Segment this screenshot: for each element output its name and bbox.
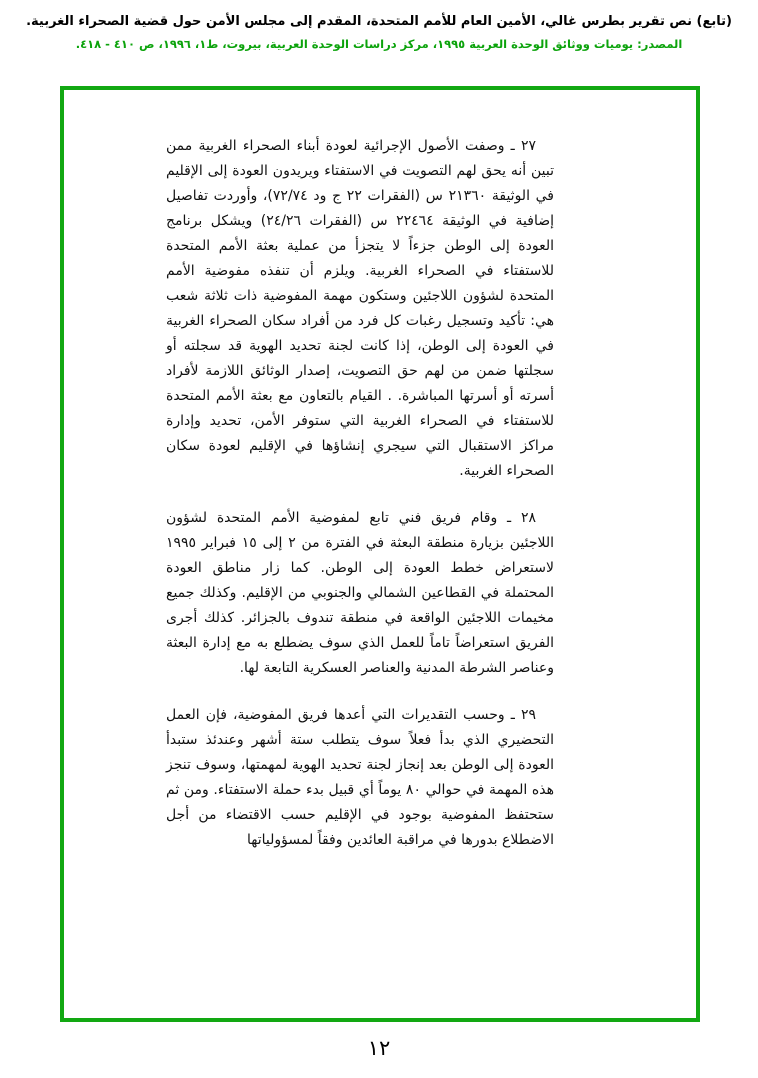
document-header bbox=[0, 0, 758, 54]
paragraph-29: ٢٩ ـ وحسب التقديرات التي أعدها فريق المفوضية، فإن العمل التحضيري الذي بدأ فعلاً سوف يتطلب ستة أشهر وعندئذ ستبدأ العودة إلى الوطن بعد إنجاز لجنة تحديد الهوية لمهمتها، وسوف تنجز هذه المهمة في حوالي ٨٠ يوماً أي قبيل بدء حملة الاستفتاء. ومن ثم ستحتفظ المفوضية بوجود في الإقليم حسب الاقتضاء من أجل الاضطلاع بدورها في مراقبة العائدين وفقاً لمسؤولياتها bbox=[166, 707, 554, 848]
page-number: ١٢ bbox=[367, 1036, 391, 1060]
paragraph-28: ٢٨ ـ وقام فريق فني تابع لمفوضية الأمم المتحدة لشؤون اللاجئين بزيارة منطقة البعثة في الفترة من ٢ إلى ١٥ فبراير ١٩٩٥ لاستعراض خطط العودة إلى الوطن. كما زار مناطق العودة المحتملة في القطاعين الشمالي والجنوبي من الإقليم. وكذلك جميع مخيمات اللاجئين الواقعة في منطقة تندوف بالجزائر. كذلك أجرى الفريق استعراضاً تاماً للعمل الذي سوف يضطلع به مع إدارة البعثة وعناصر الشرطة المدنية والعناصر العسكرية التابعة لها. bbox=[166, 510, 554, 676]
header-title: (تابع) نص تقرير بطرس غالي، الأمين العام للأمم المتحدة، المقدم إلى مجلس الأمن حول قضية الصحراء الغربية. bbox=[26, 14, 732, 29]
header-source: المصدر: يوميات ووثائق الوحدة العربية ١٩٩٥، مركز دراسات الوحدة العربية، بيروت، ط١، ١٩٩٦، ص ٤١٠ - ٤١٨. bbox=[75, 37, 683, 51]
content-frame bbox=[60, 86, 700, 1022]
paragraph-27: ٢٧ ـ وصفت الأصول الإجرائية لعودة أبناء الصحراء الغربية ممن تبين أنه يحق لهم التصويت في الاستفتاء ويريدون العودة إلى الإقليم في الوثيقة ٢١٣٦٠ س (الفقرات ٢٢ ج ود ٧٢/٧٤)، وأوردت تفاصيل إضافية في الوثيقة ٢٢٤٦٤ س (الفقرات ٢٤/٢٦) ويشكل برنامج العودة إلى الوطن جزءاً لا يتجزأ من عملية بعثة الأمم المتحدة للاستفتاء في الصحراء الغربية. ويلزم أن تنفذه مفوضية الأمم المتحدة لشؤون اللاجئين وستكون مهمة المفوضية ذات ثلاثة شعب هي: تأكيد وتسجيل رغبات كل فرد من أفراد سكان الصحراء الغربية في العودة إلى الوطن، إذا كانت لجنة تحديد الهوية قد سجلته أو سجلتها ضمن من لهم حق التصويت، إصدار الوثائق اللازمة لأفراد أسرته أو أسرتها المباشرة. . القيام بالتعاون مع بعثة الأمم المتحدة للاستفتاء في الصحراء الغربية التي ستوفر الأمن، تحديد وإدارة مراكز الاستقبال التي سيجري إنشاؤها في الإقليم لعودة سكان الصحراء الغربية. bbox=[166, 138, 554, 479]
text-column bbox=[166, 134, 554, 853]
